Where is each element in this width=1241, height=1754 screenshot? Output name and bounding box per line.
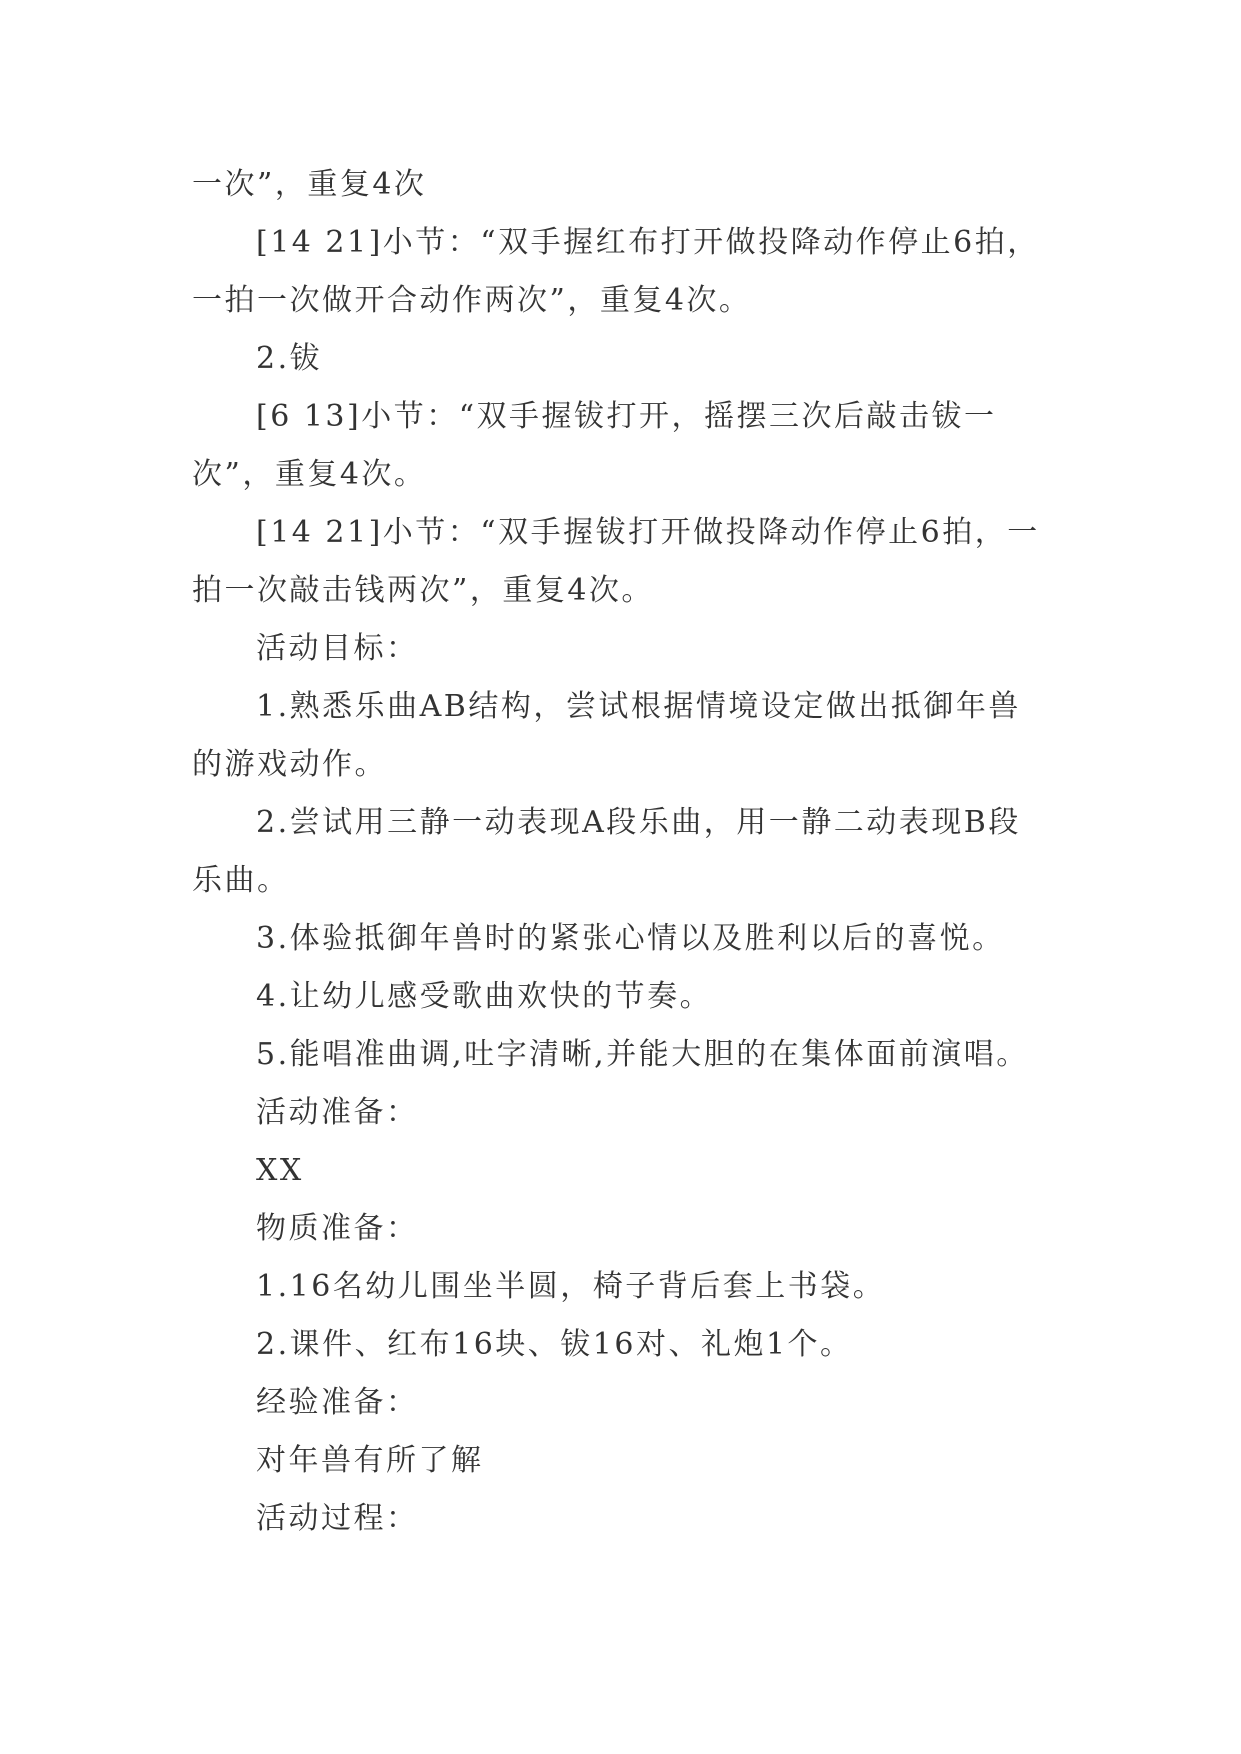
list-item: 4.让幼儿感受歌曲欢快的节奏。 (256, 979, 713, 1014)
list-item: 1.熟悉乐曲AB结构，尝试根据情境设定做出抵御年兽 (256, 689, 1021, 724)
list-item: 2.课件、红布16块、钹16对、礼炮1个。 (256, 1327, 853, 1362)
list-item: 1.16名幼儿围坐半圆，椅子背后套上书袋。 (256, 1269, 886, 1304)
text-line: 的游戏动作。 (192, 747, 387, 782)
text-line: [14 21]小节：“双手握钹打开做投降动作停止6拍，一 (256, 515, 1040, 550)
text-line: 对年兽有所了解 (256, 1443, 484, 1478)
section-heading: 活动目标： (256, 631, 419, 666)
section-heading: 活动过程： (256, 1501, 419, 1536)
section-heading: 物质准备： (256, 1211, 419, 1246)
list-item: 3.体验抵御年兽时的紧张心情以及胜利以后的喜悦。 (256, 921, 1005, 956)
text-line: 拍一次敲击钱两次”，重复4次。 (192, 573, 654, 608)
text-line: 乐曲。 (192, 863, 290, 898)
section-heading: 2.钹 (256, 341, 323, 376)
text-line: 次”，重复4次。 (192, 457, 427, 492)
text-line: 一拍一次做开合动作两次”，重复4次。 (192, 283, 752, 318)
text-line: [14 21]小节：“双手握红布打开做投降动作停止6拍， (256, 225, 1040, 260)
list-item: 2.尝试用三静一动表现A段乐曲，用一静二动表现B段 (256, 805, 1021, 840)
text-line: 一次”，重复4次 (192, 167, 427, 202)
text-line: XX (256, 1153, 304, 1188)
section-heading: 活动准备： (256, 1095, 419, 1130)
section-heading: 经验准备： (256, 1385, 419, 1420)
list-item: 5.能唱准曲调,吐字清晰,并能大胆的在集体面前演唱。 (256, 1037, 1029, 1072)
text-line: [6 13]小节：“双手握钹打开，摇摆三次后敲击钹一 (256, 399, 997, 434)
document-body (192, 156, 1062, 1548)
